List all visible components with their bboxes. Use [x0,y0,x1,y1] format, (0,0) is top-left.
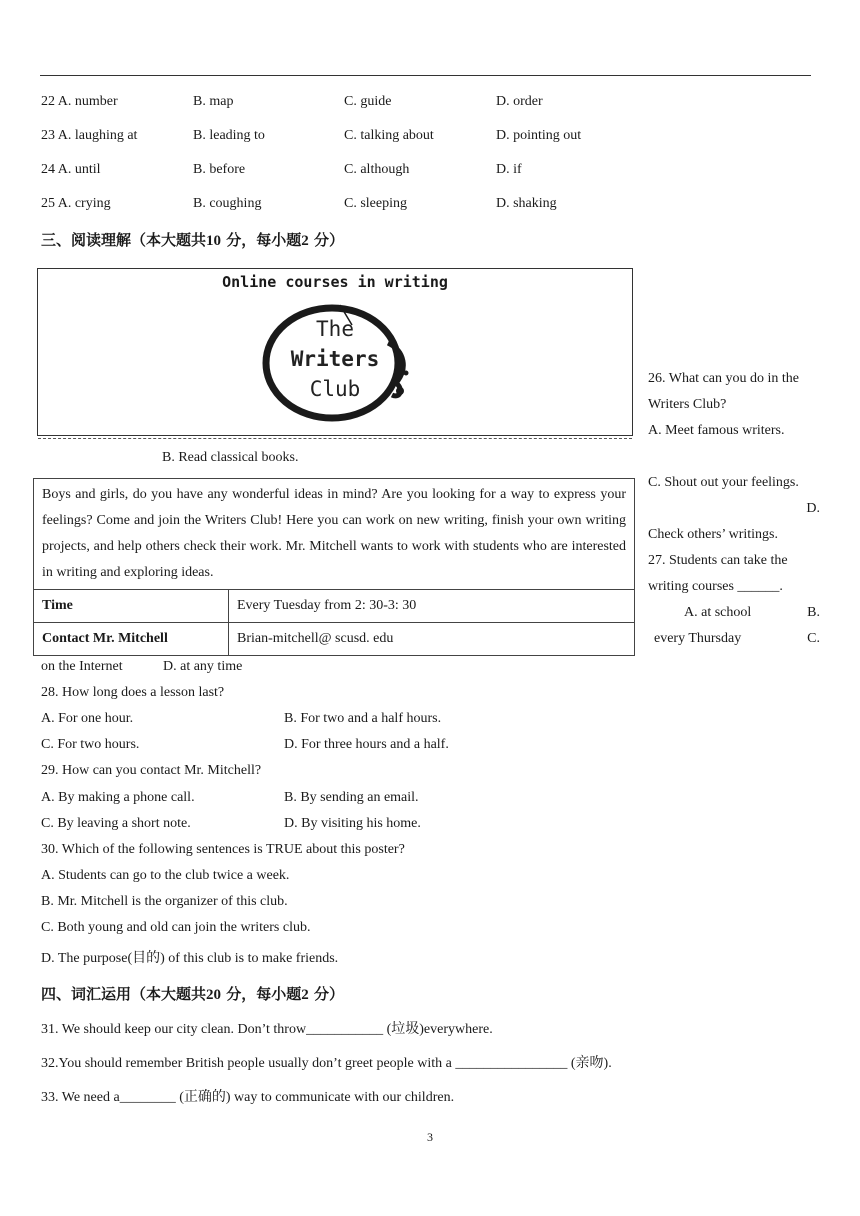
q27-option-a: A. at school [684,605,752,620]
q29-option-d: D. By visiting his home. [284,816,421,831]
section-4-heading: 四、词汇运用（本大题共20 分，每小题2 分） [41,985,345,1003]
q27-option-c-label: C. [807,631,820,646]
page-number: 3 [427,1130,433,1144]
q27-option-b-label: B. [807,605,820,620]
q28-option-d: D. For three hours and a half. [284,737,449,752]
q30-option-b: B. Mr. Mitchell is the organizer of this club. [41,894,288,909]
q28-option-a: A. For one hour. [41,711,134,726]
q29-option-a: A. By making a phone call. [41,790,195,805]
q32-sentence: 32.You should remember British people usually don’t greet people with a ________________ (亲吻). [41,1056,612,1071]
q31-sentence: 31. We should keep our city clean. Don’t throw___________ (垃圾)everywhere. [41,1022,493,1037]
q27-option-b: every Thursday [654,631,742,646]
q29-stem: 29. How can you contact Mr. Mitchell? [41,763,262,778]
q33-sentence: 33. We need a________ (正确的) way to communicate with our children. [41,1090,455,1105]
q25-option-c: C. sleeping [344,196,407,211]
contact-label: Contact Mr. Mitchell [34,623,229,656]
q23-option-b: B. leading to [193,128,265,143]
q30-option-c: C. Both young and old can join the writers club. [41,920,311,935]
q26-option-a: A. Meet famous writers. [648,423,785,438]
q24-option-a: 24 A. until [41,162,101,177]
q30-stem: 30. Which of the following sentences is TRUE about this poster? [41,842,405,857]
table-row [34,590,635,623]
q25-option-b: B. coughing [193,196,262,211]
logo-line-the: The [316,317,354,341]
time-label: Time [34,590,229,623]
q27-stem-line2: writing courses ______. [648,579,783,594]
poster-info-table [33,478,635,656]
q23-option-c: C. talking about [344,128,434,143]
q29-option-b: B. By sending an email. [284,790,419,805]
q30-option-a: A. Students can go to the club twice a week. [41,868,290,883]
q27-option-c: on the Internet [41,659,123,674]
section-3-heading: 三、阅读理解（本大题共10 分，每小题2 分） [41,231,345,249]
q27-options-row2 [648,626,820,652]
q25-option-a: 25 A. crying [41,196,111,211]
q24-option-b: B. before [193,162,246,177]
poster-body-text: Boys and girls, do you have any wonderful ideas in mind? Are you looking for a way to express your feelings? Come and join the Writers Club! Here you can work on new writing, finish your own writing projects, and help others check their work. Mr. Mitchell wants to work with students who are interested in writing and exploring ideas. [34,479,635,590]
q28-option-c: C. For two hours. [41,737,140,752]
table-row [34,479,635,590]
q22-option-c: C. guide [344,94,392,109]
q28-option-b: B. For two and a half hours. [284,711,442,726]
q22-option-b: B. map [193,94,234,109]
q26-stem-line1: 26. What can you do in the [648,371,799,386]
q23-option-d: D. pointing out [496,128,582,143]
q26-option-b: B. Read classical books. [162,450,299,465]
contact-value: Brian-mitchell@ scusd. edu [229,623,635,656]
q26-option-d: Check others’ writings. [648,527,778,542]
logo-line-club: Club [309,377,361,401]
poster-image [37,268,633,436]
q27-options-row1 [648,600,820,626]
q24-option-d: D. if [496,162,522,177]
q26-stem-line2: Writers Club? [648,397,727,412]
time-value: Every Tuesday from 2: 30-3: 30 [229,590,635,623]
q25-option-d: D. shaking [496,196,557,211]
poster-heading: Online courses in writing [222,273,448,291]
poster-dashed-edge [38,438,632,439]
side-questions [648,366,820,652]
q28-stem: 28. How long does a lesson last? [41,685,225,700]
q26-option-d-label: D. [806,501,820,516]
q27-option-d: D. at any time [163,659,243,674]
q30-option-d: D. The purpose(目的) of this club is to make friends. [41,951,339,966]
logo-line-writers: Writers [290,347,380,371]
q23-option-a: 23 A. laughing at [41,128,138,143]
q22-option-a: 22 A. number [41,94,118,109]
q26-option-c: C. Shout out your feelings. [648,475,799,490]
q22-option-d: D. order [496,94,543,109]
q29-option-c: C. By leaving a short note. [41,816,191,831]
q24-option-c: C. although [344,162,410,177]
table-row [34,623,635,656]
header-rule [40,75,811,76]
q27-stem-line1: 27. Students can take the [648,553,788,568]
writers-club-logo [260,303,410,423]
